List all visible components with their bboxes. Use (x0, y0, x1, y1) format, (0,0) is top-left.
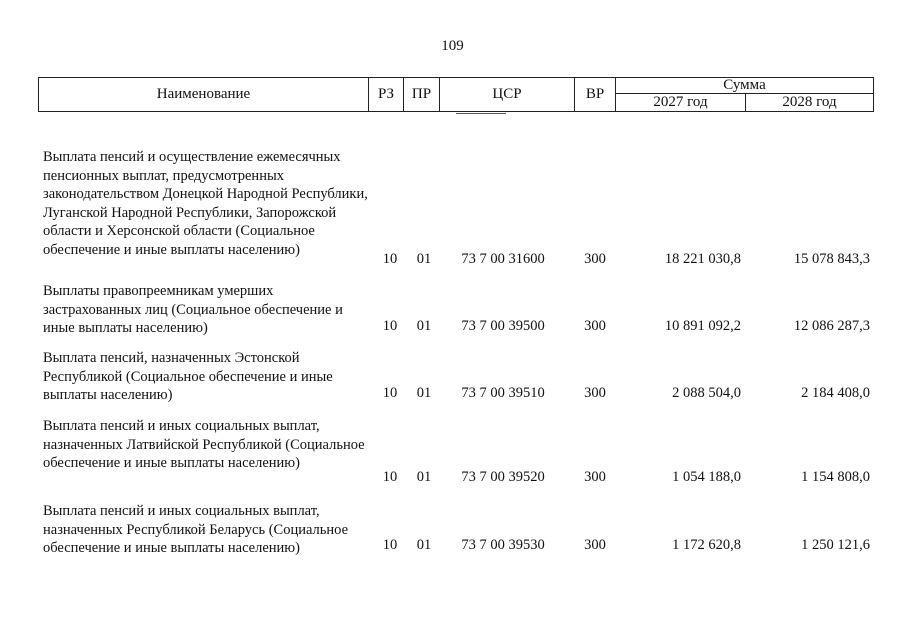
row-pr: 01 (416, 537, 432, 553)
row-vr: 300 (584, 385, 606, 401)
header-year-2027: 2027 год (616, 94, 746, 111)
page-number: 109 (441, 38, 464, 54)
row-name: Выплата пенсий и иных социальных выплат, назначенных Республикой Беларусь (Социальное обеспечение и иные выплаты населению) (43, 503, 349, 556)
row-name: Выплаты правопреемникам умерших застрахованных лиц (Социальное обеспечение и иные выплаты населению) (43, 283, 343, 336)
row-vr: 300 (584, 469, 606, 485)
row-vr: 300 (584, 251, 606, 267)
row-amount-2027: 18 221 030,8 (664, 251, 741, 267)
row-amount-2027: 2 088 504,0 (672, 385, 741, 401)
row-rz: 10 (382, 385, 398, 401)
header-name: Наименование (39, 78, 369, 111)
row-csr: 73 7 00 39520 (461, 469, 545, 485)
row-name: Выплата пенсий и осуществление ежемесячных пенсионных выплат, предусмотренных законодательством Донецкой Народной Республики, Луганской Народной Республики, Запорожской области и Херсонской области (Социальное обеспечение и иные выплаты населению) (43, 149, 368, 258)
row-csr: 73 7 00 39510 (461, 385, 545, 401)
row-amount-2027: 10 891 092,2 (664, 318, 741, 334)
row-rz: 10 (382, 537, 398, 553)
row-amount-2028: 2 184 408,0 (801, 385, 870, 401)
row-csr: 73 7 00 31600 (461, 251, 545, 267)
row-rz: 10 (382, 318, 398, 334)
row-pr: 01 (416, 251, 432, 267)
row-amount-2028: 1 154 808,0 (801, 469, 870, 485)
row-vr: 300 (584, 318, 606, 334)
header-pr: ПР (404, 78, 440, 111)
header-sum: Сумма (616, 78, 873, 94)
row-pr: 01 (416, 469, 432, 485)
row-rz: 10 (382, 251, 398, 267)
row-pr: 01 (416, 318, 432, 334)
row-amount-2028: 12 086 287,3 (793, 318, 870, 334)
row-amount-2027: 1 054 188,0 (672, 469, 741, 485)
row-csr: 73 7 00 39500 (461, 318, 545, 334)
header-underline-mark (456, 113, 506, 114)
header-csr: ЦСР (440, 78, 575, 111)
row-name: Выплата пенсий и иных социальных выплат, назначенных Латвийской Республикой (Социальное обеспечение и иные выплаты населению) (43, 418, 365, 471)
table-header (38, 77, 874, 112)
header-rz: РЗ (369, 78, 404, 111)
row-csr: 73 7 00 39530 (461, 537, 545, 553)
row-pr: 01 (416, 385, 432, 401)
row-amount-2028: 1 250 121,6 (801, 537, 870, 553)
row-name: Выплата пенсий, назначенных Эстонской Республикой (Социальное обеспечение и иные выплаты населению) (43, 350, 333, 403)
row-rz: 10 (382, 469, 398, 485)
header-year-2028: 2028 год (782, 94, 837, 110)
header-vr: ВР (575, 78, 616, 111)
row-amount-2028: 15 078 843,3 (793, 251, 870, 267)
row-amount-2027: 1 172 620,8 (672, 537, 741, 553)
row-vr: 300 (584, 537, 606, 553)
